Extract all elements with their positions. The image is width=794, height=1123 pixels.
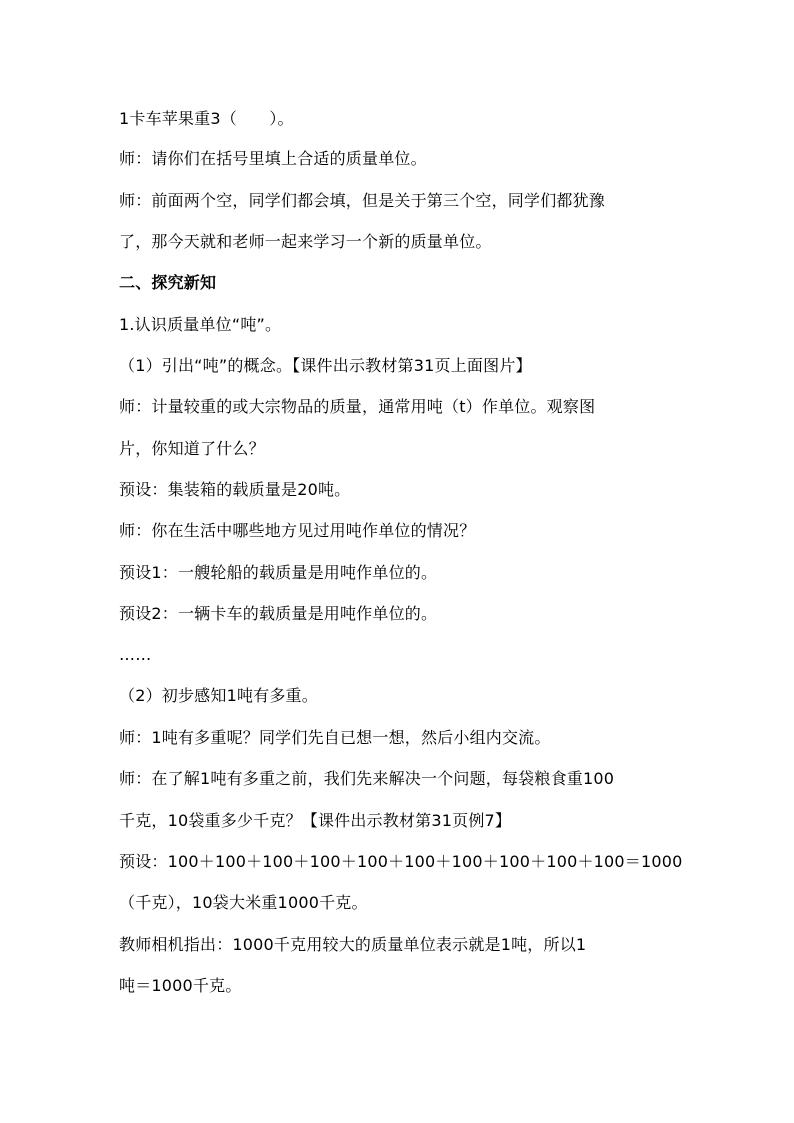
- text-line: 师：在了解1吨有多重之前，我们先来解决一个问题，每袋粮食重100: [119, 769, 615, 788]
- text-line: 师：前面两个空，同学们都会填，但是关于第三个空，同学们都犹豫: [119, 191, 606, 210]
- text-line: 师：请你们在括号里填上合适的质量单位。: [119, 149, 427, 168]
- text-line: 师：你在生活中哪些地方见过用吨作单位的情况？: [119, 521, 476, 540]
- text-line: 预设2：一辆卡车的载质量是用吨作单位的。: [119, 604, 438, 623]
- text-line: （2）初步感知1吨有多重。: [119, 686, 318, 705]
- text-line: 预设1：一艘轮船的载质量是用吨作单位的。: [119, 563, 438, 582]
- section-heading: 二、探究新知: [119, 273, 217, 292]
- text-line: 千克，10袋重多少千克？【课件出示教材第31页例7】: [119, 811, 512, 830]
- text-line: 教师相机指出：1000千克用较大的质量单位表示就是1吨，所以1: [119, 935, 587, 954]
- text-line: 1.认识质量单位“吨”。: [119, 315, 282, 334]
- text-line: 了，那今天就和老师一起来学习一个新的质量单位。: [119, 232, 492, 251]
- text-line: 吨＝1000千克。: [119, 976, 242, 995]
- text-line: 片，你知道了什么？: [119, 439, 265, 458]
- text-line: 预设：集装箱的载质量是20吨。: [119, 480, 351, 499]
- text-line: 师：计量较重的或大宗物品的质量，通常用吨（t）作单位。观察图: [119, 397, 596, 416]
- text-line: 1卡车苹果重3（ ）。: [119, 109, 294, 128]
- ellipsis-line: ……: [119, 645, 152, 664]
- text-line: （千克），10袋大米重1000千克。: [119, 893, 368, 912]
- text-line: （1）引出“吨”的概念。【课件出示教材第31页上面图片】: [119, 356, 532, 375]
- text-line: 师：1吨有多重呢？同学们先自已想一想，然后小组内交流。: [119, 728, 551, 747]
- text-line: 预设：100＋100＋100＋100＋100＋100＋100＋100＋100＋100＝1000: [119, 852, 683, 871]
